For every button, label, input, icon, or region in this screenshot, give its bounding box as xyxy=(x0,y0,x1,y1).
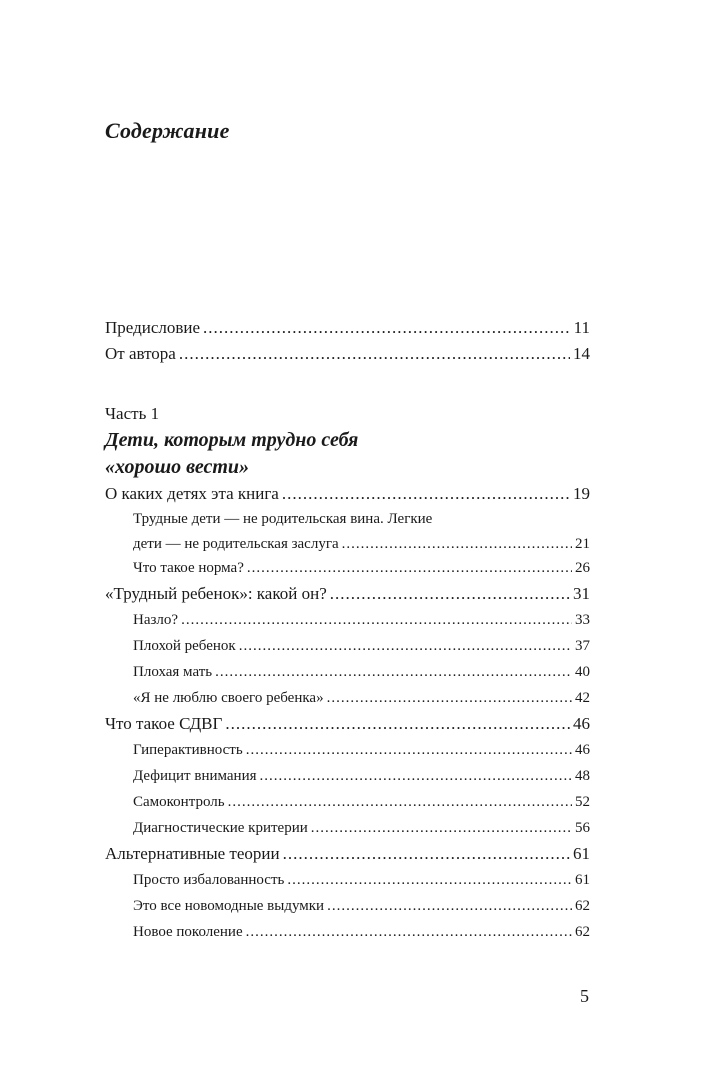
toc-entry-page: 61 xyxy=(575,872,590,888)
toc-entry-label: Альтернативные теории xyxy=(105,844,280,863)
part-title-line: Дети, которым трудно себя xyxy=(105,429,359,451)
toc-chapter xyxy=(105,581,590,607)
toc-chapter xyxy=(105,711,590,737)
toc-entry-page: 61 xyxy=(573,844,590,863)
toc-entry-label: Предисловие xyxy=(105,318,201,337)
toc-subentry xyxy=(105,737,590,763)
dot-leader xyxy=(342,531,572,557)
dot-leader xyxy=(246,919,572,945)
table-of-contents xyxy=(105,315,590,945)
toc-entry-label: Диагностические критерии xyxy=(133,820,308,836)
toc-entry-label: «Я не люблю своего ребенка» xyxy=(133,690,324,706)
toc-entry-page: 42 xyxy=(575,690,590,706)
dot-leader xyxy=(246,737,572,763)
toc-entry-page: 56 xyxy=(575,820,590,836)
toc-entry-page: 26 xyxy=(575,560,590,576)
toc-entry-label: Это все новомодные выдумки xyxy=(133,898,325,914)
toc-subentry xyxy=(105,919,590,945)
toc-entry xyxy=(105,315,590,341)
dot-leader xyxy=(330,581,570,607)
toc-entry-label: От автора xyxy=(105,344,176,363)
toc-subentry xyxy=(105,893,590,919)
toc-entry-page: 40 xyxy=(575,664,590,680)
dot-leader xyxy=(215,659,572,685)
toc-entry-label: Что такое СДВГ xyxy=(105,714,223,733)
dot-leader xyxy=(179,341,570,367)
toc-chapter xyxy=(105,481,590,507)
part-number: Часть 1 xyxy=(105,404,160,423)
dot-leader xyxy=(327,893,572,919)
toc-subentry xyxy=(105,659,590,685)
toc-subentry xyxy=(105,815,590,841)
toc-entry-label: Что такое норма? xyxy=(133,560,244,576)
toc-entry-page: 19 xyxy=(573,484,590,503)
toc-entry-label: Просто избалованность xyxy=(133,872,285,888)
toc-entry-page: 21 xyxy=(575,536,590,552)
toc-entry-page: 52 xyxy=(575,794,590,810)
dot-leader xyxy=(239,633,572,659)
toc-entry-page: 31 xyxy=(573,584,590,603)
dot-leader xyxy=(327,685,572,711)
toc-entry-page: 46 xyxy=(575,742,590,758)
toc-entry-page: 62 xyxy=(575,924,590,940)
toc-subentry xyxy=(105,633,590,659)
dot-leader xyxy=(203,315,571,341)
toc-subentry xyxy=(105,685,590,711)
toc-subentry xyxy=(105,607,590,633)
toc-entry-label: Самоконтроль xyxy=(133,794,225,810)
dot-leader xyxy=(311,815,572,841)
toc-entry xyxy=(105,341,590,367)
toc-entry-page: 62 xyxy=(575,898,590,914)
toc-entry-page: 11 xyxy=(573,318,590,337)
toc-entry-page: 48 xyxy=(575,768,590,784)
toc-chapter xyxy=(105,841,590,867)
toc-subentry xyxy=(105,763,590,789)
toc-entry-label: Плохой ребенок xyxy=(133,638,236,654)
toc-subentry xyxy=(105,789,590,815)
toc-entry-page: 33 xyxy=(575,612,590,628)
dot-leader xyxy=(247,555,572,581)
part-title-line: «хорошо вести» xyxy=(105,456,250,478)
toc-entry-label: дети — не родительская заслуга xyxy=(133,536,339,552)
toc-subentry xyxy=(105,531,590,555)
dot-leader xyxy=(225,711,570,737)
toc-entry-label: Назло? xyxy=(133,612,179,628)
toc-subentry xyxy=(105,555,590,581)
dot-leader xyxy=(228,789,572,815)
toc-entry-label: Дефицит внимания xyxy=(133,768,257,784)
toc-entry-page: 37 xyxy=(575,638,590,654)
toc-entry-label: О каких детях эта книга xyxy=(105,484,279,503)
dot-leader xyxy=(287,867,572,893)
toc-subentry xyxy=(105,867,590,893)
dot-leader xyxy=(282,481,570,507)
toc-heading: Содержание xyxy=(105,118,230,143)
dot-leader xyxy=(260,763,572,789)
page-number: 5 xyxy=(580,986,589,1006)
toc-subentry-line: Трудные дети — не родительская вина. Легкие xyxy=(133,511,433,527)
dot-leader xyxy=(181,607,572,633)
toc-entry-page: 14 xyxy=(573,344,590,363)
dot-leader xyxy=(283,841,570,867)
toc-entry-label: Гиперактивность xyxy=(133,742,243,758)
toc-entry-page: 46 xyxy=(573,714,590,733)
toc-entry-label: Новое поколение xyxy=(133,924,243,940)
toc-entry-label: Плохая мать xyxy=(133,664,213,680)
toc-entry-label: «Трудный ребенок»: какой он? xyxy=(105,584,327,603)
